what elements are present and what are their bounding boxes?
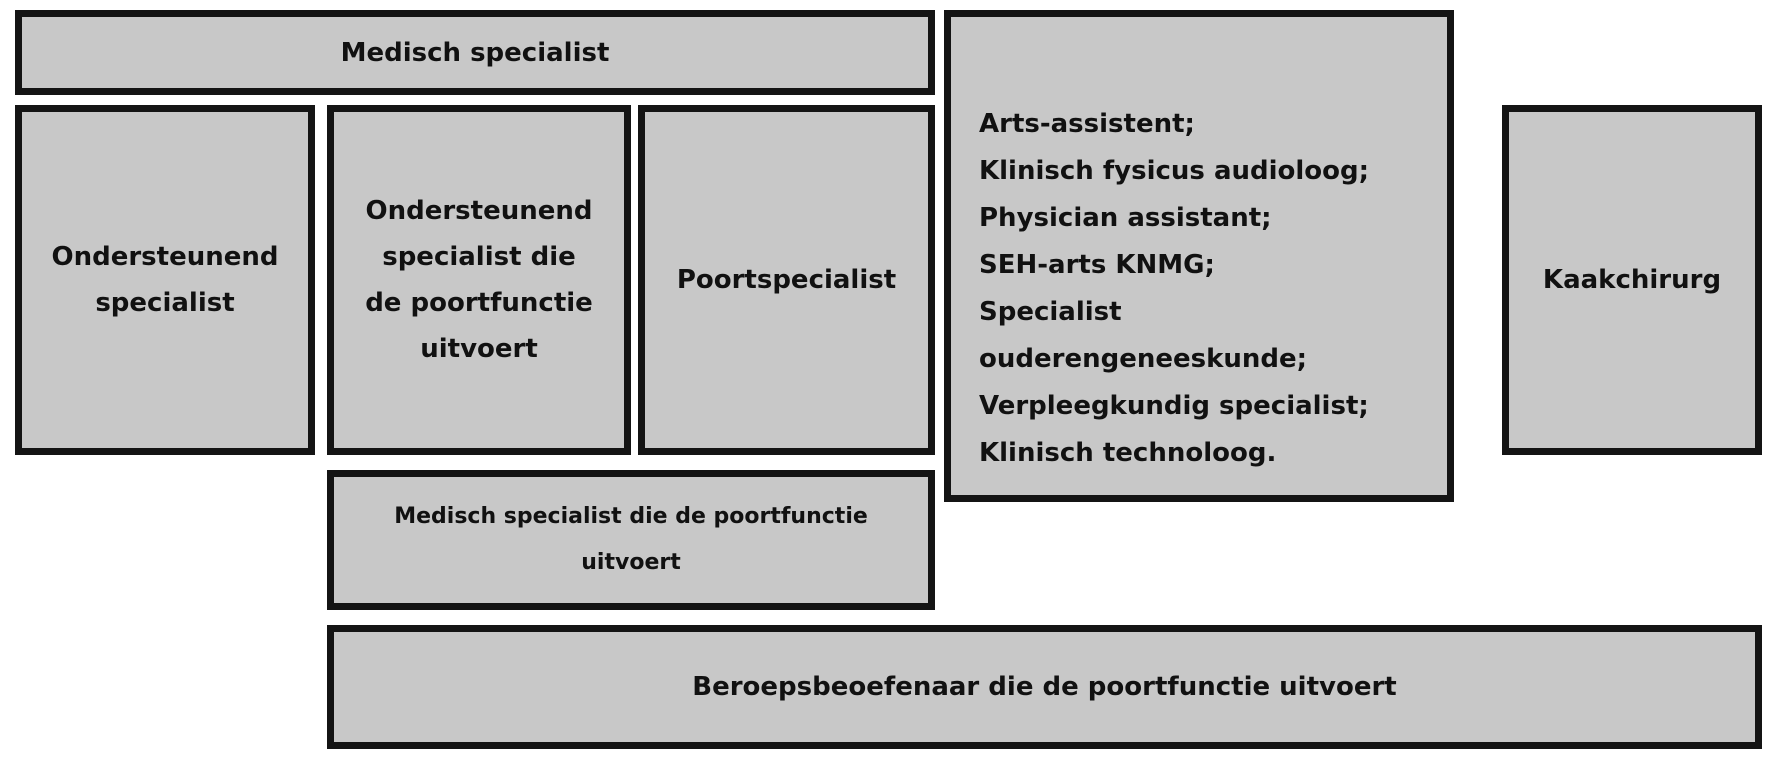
label-ondersteunend-specialist: Ondersteunend specialist (51, 242, 279, 318)
list-item: Specialist (979, 297, 1122, 327)
label-kaakchirurg: Kaakchirurg (1542, 265, 1722, 295)
list-item: Klinisch fysicus audioloog; (979, 156, 1370, 186)
label-ondersteunend-specialist-poortfunctie: Ondersteunend specialist die de poortfunctie uitvoert (365, 196, 593, 364)
box-beroepsbeoefenaar-poortfunctie (327, 625, 1762, 749)
list-item: ouderengeneeskunde; (979, 344, 1308, 374)
list-item: SEH-arts KNMG; (979, 250, 1215, 280)
list-item: Physician assistant; (979, 203, 1272, 233)
label-beroepsbeoefenaar-poortfunctie: Beroepsbeoefenaar die de poortfunctie uitvoert (692, 672, 1397, 702)
box-ondersteunend-specialist (15, 105, 315, 455)
list-item: Arts-assistent; (979, 109, 1195, 139)
label-medisch-specialist: Medisch specialist (340, 37, 610, 68)
label-poortspecialist: Poortspecialist (676, 265, 897, 295)
list-overige-beroepen (979, 101, 1369, 477)
label-medisch-specialist-poortfunctie: Medisch specialist die de poortfunctie uitvoert (394, 504, 868, 575)
box-poortspecialist (638, 105, 935, 455)
list-item: Klinisch technoloog. (979, 438, 1277, 468)
box-medisch-specialist (15, 10, 935, 95)
list-item: Verpleegkundig specialist; (979, 391, 1369, 421)
box-medisch-specialist-poortfunctie (327, 470, 935, 610)
box-kaakchirurg (1502, 105, 1762, 455)
box-ondersteunend-specialist-poortfunctie (327, 105, 631, 455)
box-overige-beroepen (944, 10, 1454, 502)
